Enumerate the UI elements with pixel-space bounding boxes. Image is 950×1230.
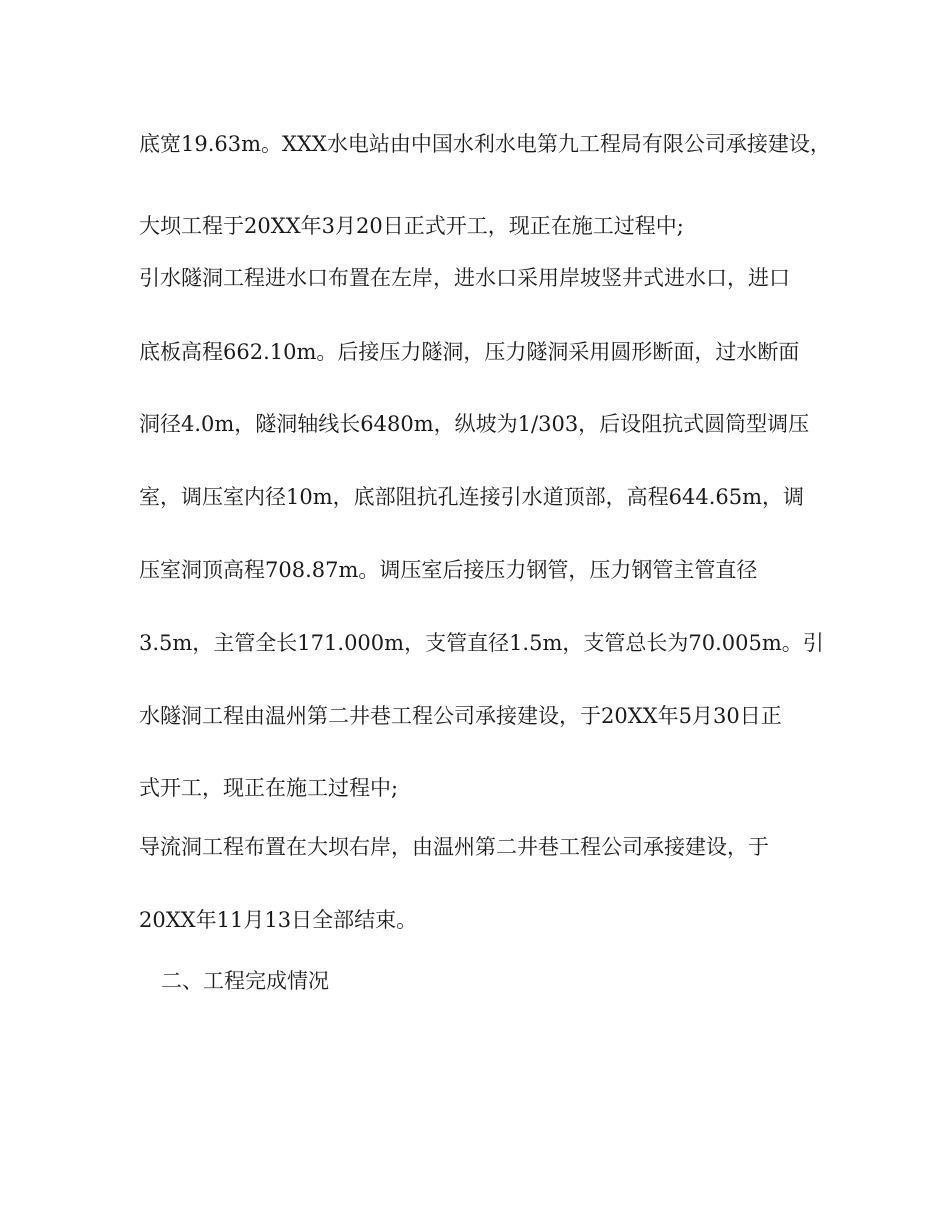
text-line-2: 大坝工程于20XX年3月20日正式开工，现正在施工过程中; [139, 214, 684, 238]
text-line-1: 底宽19.63m。XXX水电站由中国水利水电第九工程局有限公司承接建设， [139, 132, 831, 156]
text-line-7: 压室洞顶高程708.87m。调压室后接压力钢管，压力钢管主管直径 [139, 558, 758, 582]
text-line-8: 3.5m，主管全长171.000m，支管直径1.5m，支管总长为70.005m。引 [139, 631, 824, 655]
text-line-12: 20XX年11月13日全部结束。 [139, 908, 418, 932]
text-line-10: 式开工，现正在施工过程中; [139, 776, 399, 800]
text-line-5: 洞径4.0m，隧洞轴线长6480m，纵坡为1/303，后设阻抗式圆筒型调压 [139, 412, 810, 436]
text-line-3: 引水隧洞工程进水口布置在左岸，进水口采用岸坡竖井式进水口，进口 [139, 266, 790, 290]
text-line-6: 室，调压室内径10m，底部阻抗孔连接引水道顶部，高程644.65m，调 [139, 485, 805, 509]
section-heading: 二、工程完成情况 [161, 969, 329, 993]
text-line-9: 水隧洞工程由温州第二井巷工程公司承接建设，于20XX年5月30日正 [139, 704, 782, 728]
text-line-11: 导流洞工程布置在大坝右岸，由温州第二井巷工程公司承接建设，于 [139, 835, 769, 859]
text-line-4: 底板高程662.10m。后接压力隧洞，压力隧洞采用圆形断面，过水断面 [139, 340, 800, 364]
